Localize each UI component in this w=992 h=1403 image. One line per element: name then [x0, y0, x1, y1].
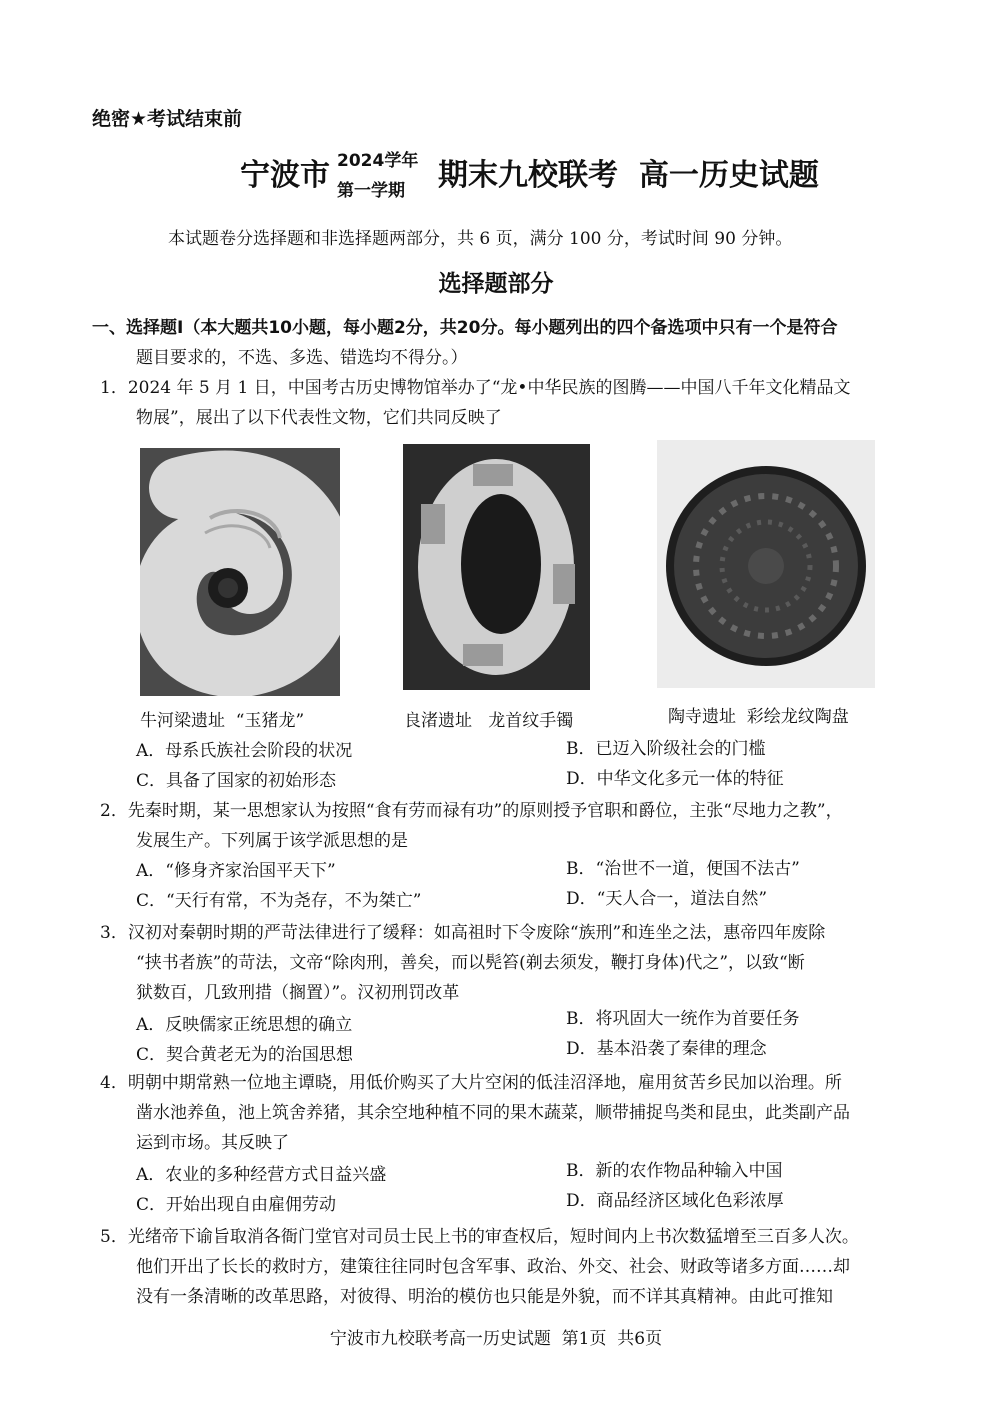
caption-jade-pig-dragon: 牛河梁遗址 “玉猪龙” — [140, 711, 305, 731]
q3-stem-line3: 狱数百，几致刑措（搁置）”。汉初刑罚改革 — [136, 983, 460, 1003]
q4-stem-line2: 凿水池养鱼，池上筑舍养猪，其余空地种植不同的果木蔬菜，顺带捕捉鸟类和昆虫，此类副产品 — [136, 1103, 850, 1123]
title-term: 第一学期 — [337, 181, 405, 201]
q4-option-d: D．商品经济区域化色彩浓厚 — [566, 1191, 784, 1211]
q3-option-c: C．契合黄老无为的治国思想 — [136, 1045, 354, 1065]
q1-option-a: A．母系氏族社会阶段的状况 — [136, 741, 353, 761]
q2-option-a: A．“修身齐家治国平天下” — [136, 861, 336, 881]
caption-bracelet: 良渚遗址 龙首纹手镯 — [404, 711, 574, 731]
q3-stem-line1: 3．汉初对秦朝时期的严苛法律进行了缓释：如高祖时下令废除“族刑”和连坐之法，惠帝四年废除 — [100, 923, 826, 943]
q5-stem-line2: 他们开出了长长的救时方，建策往往同时包含军事、政治、外交、社会、财政等诸多方面……却 — [136, 1257, 850, 1277]
title-main: 期末九校联考 高一历史试题 — [438, 158, 819, 193]
q3-option-b: B．将巩固大一统作为首要任务 — [566, 1009, 800, 1029]
section-title: 选择题部分 — [438, 271, 554, 297]
title-city: 宁波市 — [240, 158, 330, 193]
part1-heading: 一、选择题Ⅰ（本大题共10小题，每小题2分，共20分。每小题列出的四个备选项中只有一个是符合 — [92, 318, 838, 338]
q4-option-c: C．开始出现自由雇佣劳动 — [136, 1195, 337, 1215]
q5-stem-line1: 5．光绪帝下谕旨取消各衙门堂官对司员士民上书的审查权后，短时间内上书次数猛增至三百多人次。 — [100, 1227, 859, 1247]
q3-option-d: D．基本沿袭了秦律的理念 — [566, 1039, 767, 1059]
q2-option-b: B．“治世不一道，便国不法古” — [566, 859, 800, 879]
q1-option-b: B．已迈入阶级社会的门槛 — [566, 739, 766, 759]
q4-option-b: B．新的农作物品种输入中国 — [566, 1161, 783, 1181]
exam-title — [240, 142, 880, 212]
q2-stem-line1: 2．先秦时期，某一思想家认为按照“食有劳而禄有功”的原则授予官职和爵位，主张“尽地力之教”， — [100, 801, 843, 821]
q2-option-c: C．“天行有常，不为尧存，不为桀亡” — [136, 891, 422, 911]
q3-option-a: A．反映儒家正统思想的确立 — [136, 1015, 353, 1035]
caption-pottery-plate: 陶寺遗址 彩绘龙纹陶盘 — [668, 707, 849, 727]
page-footer: 宁波市九校联考高一历史试题 第1页 共6页 — [329, 1329, 663, 1349]
dragon-head-bracelet-image — [403, 444, 590, 690]
part1-heading-cont: 题目要求的，不选、多选、错选均不得分。） — [136, 348, 468, 368]
dragon-pottery-plate-image — [657, 440, 875, 688]
q1-stem-line1: 1．2024 年 5 月 1 日，中国考古历史博物馆举办了“龙•中华民族的图腾——中国八千年文化精品文 — [100, 378, 851, 398]
jade-pig-dragon-image — [140, 448, 340, 696]
q2-option-d: D．“天人合一，道法自然” — [566, 889, 768, 909]
q3-stem-line2: “挟书者族”的苛法，文帝“除肉刑，善矣，而以髡笞(剃去须发，鞭打身体)代之”，以致“断 — [136, 953, 805, 973]
q1-stem-line2: 物展”，展出了以下代表性文物，它们共同反映了 — [136, 408, 502, 428]
q4-stem-line3: 运到市场。其反映了 — [136, 1133, 289, 1153]
q1-option-c: C．具备了国家的初始形态 — [136, 771, 337, 791]
q5-stem-line3: 没有一条清晰的改革思路，对彼得、明治的模仿也只能是外貌，而不详其真精神。由此可推知 — [136, 1287, 833, 1307]
confidential-label: 绝密★考试结束前 — [92, 108, 243, 130]
exam-intro: 本试题卷分选择题和非选择题两部分，共 6 页，满分 100 分，考试时间 90 分钟。 — [168, 229, 793, 249]
q1-option-d: D．中华文化多元一体的特征 — [566, 769, 784, 789]
q4-stem-line1: 4．明朝中期常熟一位地主谭晓，用低价购买了大片空闲的低洼沼泽地，雇用贫苦乡民加以治理。所 — [100, 1073, 842, 1093]
q2-stem-line2: 发展生产。下列属于该学派思想的是 — [136, 831, 408, 851]
q4-option-a: A．农业的多种经营方式日益兴盛 — [136, 1165, 387, 1185]
title-year: 2024学年 — [337, 151, 419, 171]
